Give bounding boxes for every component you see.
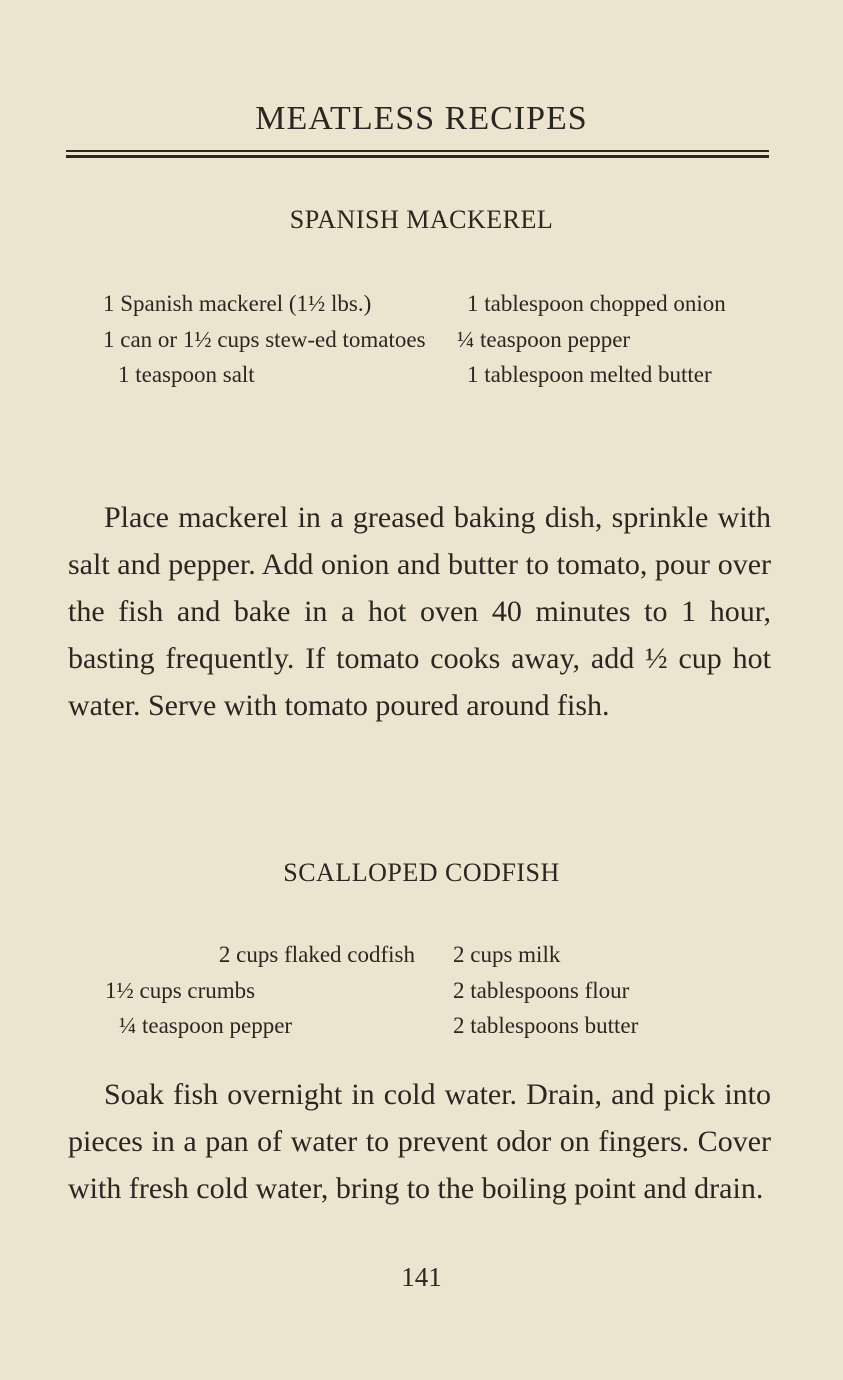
page-number: 141 — [401, 1262, 442, 1292]
ingredient-item: 1 tablespoon chopped onion — [467, 291, 726, 316]
header-rule-thick — [66, 155, 769, 158]
recipe-title-spanish-mackerel: SPANISH MACKEREL — [289, 205, 554, 234]
running-head: MEATLESS RECIPES — [255, 100, 588, 137]
ingredient-item: ¼ teaspoon pepper — [457, 326, 631, 352]
ingredient-item: 1 tablespoon melted butter — [467, 362, 712, 387]
ingredient-item: ¼ teaspoon pepper — [119, 1013, 293, 1038]
directions-text: Place mackerel in a greased baking dish, sprinkle with salt and pepper. Add onion and butter to tomato, pour over the fish and bake in a hot oven 40 minutes to 1 hour, basting frequently. If tomato cooks away, add ½ cup hot water. Serve with tomato poured around fish. — [68, 501, 771, 722]
recipe-directions — [68, 1071, 771, 1212]
ingredient-item: 1 teaspoon salt — [118, 362, 255, 387]
ingredient-item: 2 cups flaked codfish — [218, 942, 415, 967]
ingredient-list-left — [105, 937, 415, 1044]
ingredient-item: 1 can or 1½ cups stew-ed tomatoes — [103, 326, 426, 352]
recipe-directions — [68, 494, 771, 729]
ingredient-item: 1 Spanish mackerel (1½ lbs.) — [103, 291, 372, 316]
directions-text: Soak fish overnight in cold water. Drain, and pick into pieces in a pan of water to prevent odor on fingers. Cover with fresh cold water, bring to the boiling point and drain. — [68, 1078, 771, 1205]
ingredient-list-right — [453, 937, 753, 1044]
ingredient-item: 2 tablespoons flour — [453, 977, 630, 1003]
ingredient-item: 1½ cups crumbs — [105, 977, 256, 1003]
header-rule-thin — [66, 150, 769, 152]
recipe-title-scalloped-codfish: SCALLOPED CODFISH — [283, 858, 560, 887]
ingredient-list-left — [103, 286, 433, 393]
ingredient-item: 2 tablespoons butter — [453, 1013, 639, 1038]
ingredient-list-right — [457, 286, 767, 393]
ingredient-item: 2 cups milk — [453, 942, 561, 967]
